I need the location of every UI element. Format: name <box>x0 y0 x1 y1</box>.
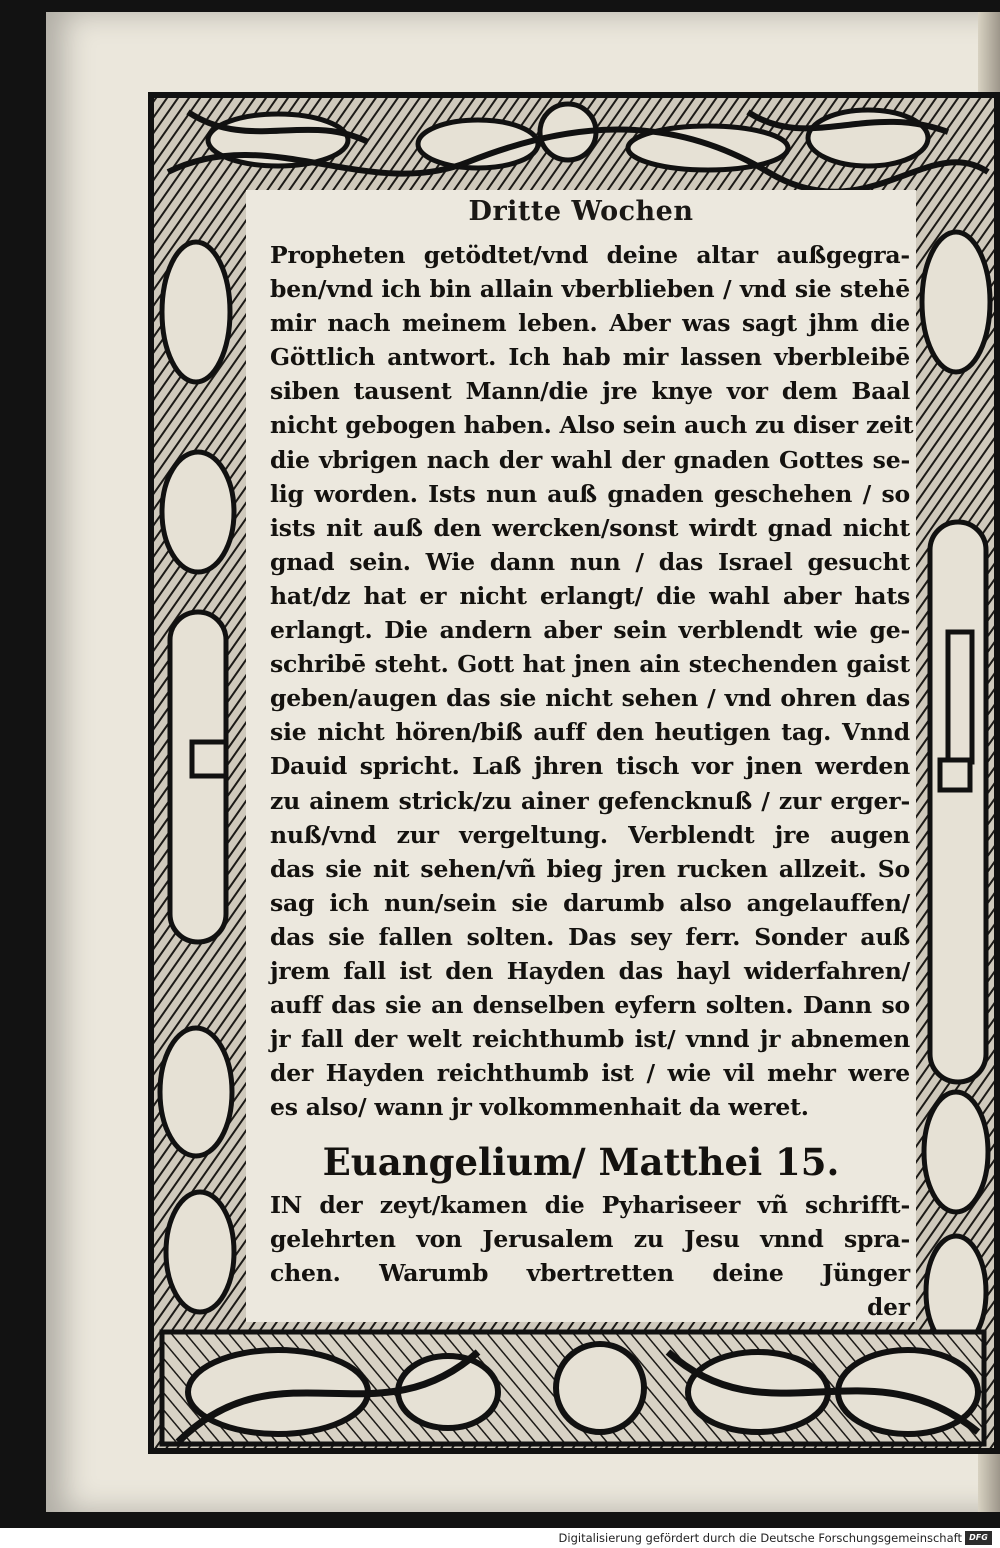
text-line: Dauid spricht. Laß jhren tisch vor jnen werden <box>270 752 910 781</box>
text-line: nicht gebogen haben. Also sein auch zu diser zeit <box>270 411 914 440</box>
text-line: es also/ wann jr volkommenhait da weret. <box>270 1093 809 1122</box>
gospel-text <box>270 1188 910 1290</box>
text-line: geben/augen das sie nicht sehen / vnd ohren das <box>270 684 910 713</box>
text-line: Propheten getödtet/vnd deine altar außgegra- <box>270 241 910 269</box>
text-line: gnad sein. Wie dann nun / das Israel gesucht <box>270 547 910 576</box>
text-line: Göttlich antwort. Ich hab mir lassen vberbleibē <box>270 343 910 372</box>
text-line: der Hayden reichthumb ist / wie vil mehr were <box>270 1059 910 1088</box>
text-line: jr fall der welt reichthumb ist/ vnnd jr abnemen <box>270 1025 910 1054</box>
text-line: schribē steht. Gott hat jnen ain stechenden gaist <box>270 650 910 679</box>
text-line: IN der zeyt/kamen die Pyhariseer vñ schrifft- <box>270 1191 910 1219</box>
text-line: gelehrten von Jerusalem zu Jesu vnnd spra- <box>270 1225 910 1254</box>
text-line: zu ainem strick/zu ainer gefencknuß / zur erger- <box>270 786 910 815</box>
text-line: das sie nit sehen/vñ bieg jren rucken allzeit. So <box>270 854 910 883</box>
text-line: hat/dz hat er nicht erlangt/ die wahl aber hats <box>270 581 910 610</box>
text-line: chen. Warumb vbertretten deine Jünger <box>270 1259 910 1288</box>
body-text <box>270 238 914 1124</box>
text-line: erlangt. Die andern aber sein verblendt wie ge- <box>270 616 910 645</box>
text-line: lig worden. Ists nun auß gnaden geschehen / so <box>270 479 910 508</box>
text-line: das sie fallen solten. Das sey ferr. Sonder auß <box>270 922 910 951</box>
dfg-logo-icon: DFG <box>965 1531 992 1545</box>
catchword: der <box>867 1294 910 1321</box>
section-heading: Euangelium/ Matthei 15. <box>322 1140 840 1184</box>
text-line: die vbrigen nach der wahl der gnaden Gottes se- <box>270 445 910 474</box>
text-line: auff das sie an denselben eyfern solten. Dann so <box>270 991 910 1020</box>
running-head: Dritte Wochen <box>468 196 694 227</box>
text-line: jrem fall ist den Hayden das hayl widerfahren/ <box>270 956 910 985</box>
text-block <box>246 190 916 1322</box>
footer-bar <box>0 1528 1000 1548</box>
text-line: sie nicht hören/biß auff den heutigen tag. Vnnd <box>270 718 910 747</box>
text-line: sag ich nun/sein sie darumb also angelauffen/ <box>270 888 910 917</box>
text-line: nuß/vnd zur vergeltung. Verblendt jre augen <box>270 820 910 849</box>
text-line: siben tausent Mann/die jre knye vor dem Baal <box>270 377 910 406</box>
text-line: mir nach meinem leben. Aber was sagt jhm die <box>270 309 910 338</box>
text-line: ben/vnd ich bin allain vberblieben / vnd sie stehē <box>270 275 910 304</box>
footer-credit: Digitalisierung gefördert durch die Deutsche Forschungsgemeinschaft <box>558 1531 962 1545</box>
text-line: ists nit auß den wercken/sonst wirdt gnad nicht <box>270 513 910 542</box>
